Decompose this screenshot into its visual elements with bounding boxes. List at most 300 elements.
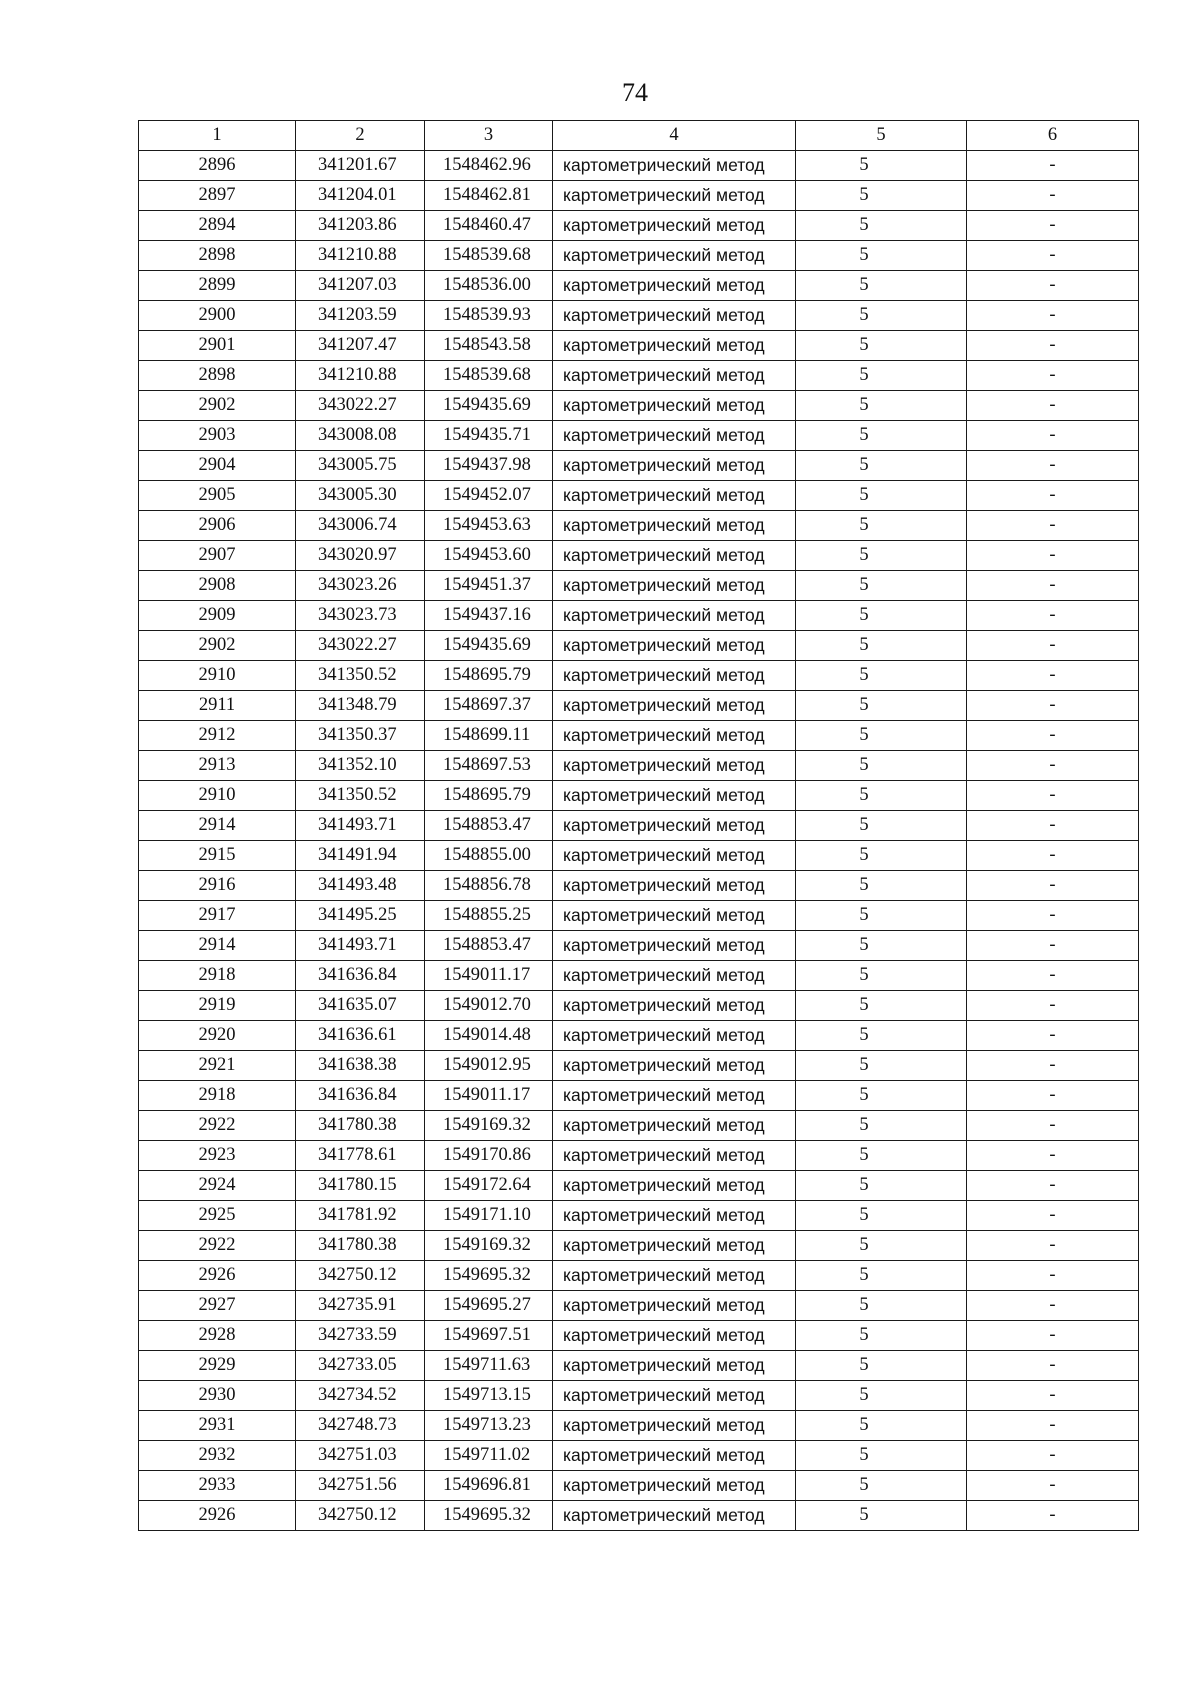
method-cell: картометрический метод (553, 1381, 796, 1411)
accuracy-cell: 5 (796, 511, 967, 541)
x-coordinate-cell: 342750.12 (296, 1261, 425, 1291)
table-row (139, 451, 1139, 481)
point-number-cell: 2901 (139, 331, 296, 361)
table-row (139, 541, 1139, 571)
accuracy-cell: 5 (796, 1411, 967, 1441)
x-coordinate-cell: 342748.73 (296, 1411, 425, 1441)
y-coordinate-cell: 1549170.86 (425, 1141, 553, 1171)
accuracy-cell: 5 (796, 1471, 967, 1501)
y-coordinate-cell: 1549435.69 (425, 631, 553, 661)
x-coordinate-cell: 341495.25 (296, 901, 425, 931)
point-number-cell: 2917 (139, 901, 296, 931)
y-coordinate-cell: 1549169.32 (425, 1231, 553, 1261)
point-number-cell: 2908 (139, 571, 296, 601)
method-cell: картометрический метод (553, 1351, 796, 1381)
table-row (139, 931, 1139, 961)
table-row (139, 1081, 1139, 1111)
method-cell: картометрический метод (553, 511, 796, 541)
method-cell: картометрический метод (553, 1501, 796, 1531)
point-number-cell: 2909 (139, 601, 296, 631)
note-cell: - (967, 511, 1139, 541)
y-coordinate-cell: 1548539.93 (425, 301, 553, 331)
point-number-cell: 2918 (139, 1081, 296, 1111)
point-number-cell: 2922 (139, 1111, 296, 1141)
method-cell: картометрический метод (553, 1291, 796, 1321)
accuracy-cell: 5 (796, 781, 967, 811)
point-number-cell: 2929 (139, 1351, 296, 1381)
x-coordinate-cell: 341203.59 (296, 301, 425, 331)
y-coordinate-cell: 1548536.00 (425, 271, 553, 301)
x-coordinate-cell: 343023.73 (296, 601, 425, 631)
table-row (139, 481, 1139, 511)
x-coordinate-cell: 341207.03 (296, 271, 425, 301)
method-cell: картометрический метод (553, 1231, 796, 1261)
method-cell: картометрический метод (553, 1141, 796, 1171)
method-cell: картометрический метод (553, 811, 796, 841)
point-number-cell: 2899 (139, 271, 296, 301)
point-number-cell: 2898 (139, 361, 296, 391)
accuracy-cell: 5 (796, 1261, 967, 1291)
method-cell: картометрический метод (553, 631, 796, 661)
page-number: 74 (622, 78, 648, 107)
note-cell: - (967, 1501, 1139, 1531)
point-number-cell: 2902 (139, 631, 296, 661)
table-body (139, 151, 1139, 1531)
column-header-5: 5 (796, 121, 967, 151)
y-coordinate-cell: 1549695.27 (425, 1291, 553, 1321)
x-coordinate-cell: 343005.30 (296, 481, 425, 511)
table-row (139, 871, 1139, 901)
note-cell: - (967, 751, 1139, 781)
note-cell: - (967, 1111, 1139, 1141)
x-coordinate-cell: 341207.47 (296, 331, 425, 361)
method-cell: картометрический метод (553, 691, 796, 721)
point-number-cell: 2913 (139, 751, 296, 781)
x-coordinate-cell: 341780.38 (296, 1111, 425, 1141)
method-cell: картометрический метод (553, 451, 796, 481)
table-row (139, 781, 1139, 811)
point-number-cell: 2919 (139, 991, 296, 1021)
point-number-cell: 2926 (139, 1261, 296, 1291)
note-cell: - (967, 931, 1139, 961)
method-cell: картометрический метод (553, 391, 796, 421)
table-row (139, 331, 1139, 361)
table-row (139, 301, 1139, 331)
y-coordinate-cell: 1549011.17 (425, 961, 553, 991)
accuracy-cell: 5 (796, 421, 967, 451)
x-coordinate-cell: 342750.12 (296, 1501, 425, 1531)
note-cell: - (967, 1471, 1139, 1501)
point-number-cell: 2912 (139, 721, 296, 751)
accuracy-cell: 5 (796, 631, 967, 661)
point-number-cell: 2931 (139, 1411, 296, 1441)
accuracy-cell: 5 (796, 481, 967, 511)
y-coordinate-cell: 1549011.17 (425, 1081, 553, 1111)
x-coordinate-cell: 343020.97 (296, 541, 425, 571)
point-number-cell: 2932 (139, 1441, 296, 1471)
y-coordinate-cell: 1548855.25 (425, 901, 553, 931)
table-row (139, 811, 1139, 841)
accuracy-cell: 5 (796, 1321, 967, 1351)
accuracy-cell: 5 (796, 811, 967, 841)
x-coordinate-cell: 341350.52 (296, 781, 425, 811)
note-cell: - (967, 841, 1139, 871)
y-coordinate-cell: 1549695.32 (425, 1261, 553, 1291)
y-coordinate-cell: 1549435.71 (425, 421, 553, 451)
x-coordinate-cell: 341350.37 (296, 721, 425, 751)
method-cell: картометрический метод (553, 1111, 796, 1141)
y-coordinate-cell: 1549696.81 (425, 1471, 553, 1501)
note-cell: - (967, 241, 1139, 271)
y-coordinate-cell: 1548539.68 (425, 241, 553, 271)
note-cell: - (967, 661, 1139, 691)
method-cell: картометрический метод (553, 421, 796, 451)
accuracy-cell: 5 (796, 211, 967, 241)
point-number-cell: 2922 (139, 1231, 296, 1261)
method-cell: картометрический метод (553, 481, 796, 511)
note-cell: - (967, 181, 1139, 211)
point-number-cell: 2924 (139, 1171, 296, 1201)
table-row (139, 1051, 1139, 1081)
method-cell: картометрический метод (553, 1201, 796, 1231)
note-cell: - (967, 1231, 1139, 1261)
note-cell: - (967, 1441, 1139, 1471)
y-coordinate-cell: 1548460.47 (425, 211, 553, 241)
accuracy-cell: 5 (796, 931, 967, 961)
method-cell: картометрический метод (553, 1261, 796, 1291)
note-cell: - (967, 331, 1139, 361)
x-coordinate-cell: 343022.27 (296, 631, 425, 661)
point-number-cell: 2904 (139, 451, 296, 481)
table-row (139, 1201, 1139, 1231)
method-cell: картометрический метод (553, 1051, 796, 1081)
point-number-cell: 2906 (139, 511, 296, 541)
method-cell: картометрический метод (553, 751, 796, 781)
method-cell: картометрический метод (553, 901, 796, 931)
table-row (139, 601, 1139, 631)
y-coordinate-cell: 1548695.79 (425, 781, 553, 811)
accuracy-cell: 5 (796, 271, 967, 301)
accuracy-cell: 5 (796, 541, 967, 571)
point-number-cell: 2905 (139, 481, 296, 511)
x-coordinate-cell: 341210.88 (296, 241, 425, 271)
table-row (139, 271, 1139, 301)
note-cell: - (967, 541, 1139, 571)
note-cell: - (967, 1201, 1139, 1231)
method-cell: картометрический метод (553, 1321, 796, 1351)
table-row (139, 421, 1139, 451)
note-cell: - (967, 1171, 1139, 1201)
table-row (139, 1021, 1139, 1051)
table-row (139, 691, 1139, 721)
y-coordinate-cell: 1549451.37 (425, 571, 553, 601)
y-coordinate-cell: 1549697.51 (425, 1321, 553, 1351)
table-row (139, 1351, 1139, 1381)
x-coordinate-cell: 341636.61 (296, 1021, 425, 1051)
y-coordinate-cell: 1549437.16 (425, 601, 553, 631)
note-cell: - (967, 871, 1139, 901)
x-coordinate-cell: 343005.75 (296, 451, 425, 481)
x-coordinate-cell: 342733.59 (296, 1321, 425, 1351)
point-number-cell: 2900 (139, 301, 296, 331)
header-row (139, 121, 1139, 151)
y-coordinate-cell: 1548856.78 (425, 871, 553, 901)
y-coordinate-cell: 1549169.32 (425, 1111, 553, 1141)
point-number-cell: 2902 (139, 391, 296, 421)
y-coordinate-cell: 1549711.63 (425, 1351, 553, 1381)
method-cell: картометрический метод (553, 661, 796, 691)
table-row (139, 151, 1139, 181)
point-number-cell: 2916 (139, 871, 296, 901)
y-coordinate-cell: 1548543.58 (425, 331, 553, 361)
method-cell: картометрический метод (553, 1471, 796, 1501)
method-cell: картометрический метод (553, 961, 796, 991)
table-row (139, 1471, 1139, 1501)
table-row (139, 721, 1139, 751)
table-row (139, 181, 1139, 211)
method-cell: картометрический метод (553, 181, 796, 211)
table-row (139, 571, 1139, 601)
note-cell: - (967, 211, 1139, 241)
x-coordinate-cell: 342734.52 (296, 1381, 425, 1411)
note-cell: - (967, 151, 1139, 181)
accuracy-cell: 5 (796, 691, 967, 721)
accuracy-cell: 5 (796, 361, 967, 391)
point-number-cell: 2926 (139, 1501, 296, 1531)
note-cell: - (967, 961, 1139, 991)
table-row (139, 991, 1139, 1021)
method-cell: картометрический метод (553, 1171, 796, 1201)
x-coordinate-cell: 341780.15 (296, 1171, 425, 1201)
accuracy-cell: 5 (796, 451, 967, 481)
x-coordinate-cell: 342735.91 (296, 1291, 425, 1321)
accuracy-cell: 5 (796, 391, 967, 421)
method-cell: картометрический метод (553, 331, 796, 361)
method-cell: картометрический метод (553, 601, 796, 631)
y-coordinate-cell: 1549172.64 (425, 1171, 553, 1201)
point-number-cell: 2920 (139, 1021, 296, 1051)
x-coordinate-cell: 341636.84 (296, 961, 425, 991)
accuracy-cell: 5 (796, 961, 967, 991)
table-row (139, 211, 1139, 241)
x-coordinate-cell: 343022.27 (296, 391, 425, 421)
accuracy-cell: 5 (796, 991, 967, 1021)
accuracy-cell: 5 (796, 1231, 967, 1261)
note-cell: - (967, 451, 1139, 481)
method-cell: картометрический метод (553, 151, 796, 181)
point-number-cell: 2918 (139, 961, 296, 991)
point-number-cell: 2897 (139, 181, 296, 211)
y-coordinate-cell: 1548699.11 (425, 721, 553, 751)
accuracy-cell: 5 (796, 1201, 967, 1231)
table-row (139, 1141, 1139, 1171)
table-row (139, 361, 1139, 391)
point-number-cell: 2910 (139, 661, 296, 691)
note-cell: - (967, 991, 1139, 1021)
point-number-cell: 2915 (139, 841, 296, 871)
method-cell: картометрический метод (553, 271, 796, 301)
y-coordinate-cell: 1549453.63 (425, 511, 553, 541)
method-cell: картометрический метод (553, 931, 796, 961)
accuracy-cell: 5 (796, 1081, 967, 1111)
method-cell: картометрический метод (553, 871, 796, 901)
x-coordinate-cell: 343023.26 (296, 571, 425, 601)
accuracy-cell: 5 (796, 1441, 967, 1471)
x-coordinate-cell: 341780.38 (296, 1231, 425, 1261)
method-cell: картометрический метод (553, 1021, 796, 1051)
y-coordinate-cell: 1549437.98 (425, 451, 553, 481)
note-cell: - (967, 1291, 1139, 1321)
y-coordinate-cell: 1549713.15 (425, 1381, 553, 1411)
method-cell: картометрический метод (553, 541, 796, 571)
x-coordinate-cell: 341778.61 (296, 1141, 425, 1171)
accuracy-cell: 5 (796, 301, 967, 331)
method-cell: картометрический метод (553, 361, 796, 391)
accuracy-cell: 5 (796, 901, 967, 931)
x-coordinate-cell: 341491.94 (296, 841, 425, 871)
point-number-cell: 2921 (139, 1051, 296, 1081)
x-coordinate-cell: 341203.86 (296, 211, 425, 241)
x-coordinate-cell: 341210.88 (296, 361, 425, 391)
x-coordinate-cell: 341636.84 (296, 1081, 425, 1111)
y-coordinate-cell: 1549452.07 (425, 481, 553, 511)
accuracy-cell: 5 (796, 1291, 967, 1321)
accuracy-cell: 5 (796, 151, 967, 181)
coordinates-table (138, 120, 1139, 1531)
accuracy-cell: 5 (796, 1501, 967, 1531)
table-row (139, 661, 1139, 691)
table-row (139, 1501, 1139, 1531)
method-cell: картометрический метод (553, 1081, 796, 1111)
note-cell: - (967, 1261, 1139, 1291)
point-number-cell: 2927 (139, 1291, 296, 1321)
x-coordinate-cell: 341350.52 (296, 661, 425, 691)
table-row (139, 961, 1139, 991)
point-number-cell: 2910 (139, 781, 296, 811)
accuracy-cell: 5 (796, 841, 967, 871)
method-cell: картометрический метод (553, 781, 796, 811)
x-coordinate-cell: 342751.03 (296, 1441, 425, 1471)
column-header-1: 1 (139, 121, 296, 151)
method-cell: картометрический метод (553, 571, 796, 601)
method-cell: картометрический метод (553, 1441, 796, 1471)
accuracy-cell: 5 (796, 661, 967, 691)
method-cell: картометрический метод (553, 301, 796, 331)
method-cell: картометрический метод (553, 991, 796, 1021)
accuracy-cell: 5 (796, 241, 967, 271)
accuracy-cell: 5 (796, 1111, 967, 1141)
note-cell: - (967, 481, 1139, 511)
y-coordinate-cell: 1548855.00 (425, 841, 553, 871)
note-cell: - (967, 1021, 1139, 1051)
table-row (139, 391, 1139, 421)
method-cell: картометрический метод (553, 721, 796, 751)
y-coordinate-cell: 1548697.37 (425, 691, 553, 721)
point-number-cell: 2933 (139, 1471, 296, 1501)
note-cell: - (967, 1411, 1139, 1441)
y-coordinate-cell: 1549012.95 (425, 1051, 553, 1081)
table-row (139, 751, 1139, 781)
table-row (139, 1441, 1139, 1471)
table-row (139, 901, 1139, 931)
accuracy-cell: 5 (796, 331, 967, 361)
table-row (139, 841, 1139, 871)
accuracy-cell: 5 (796, 181, 967, 211)
note-cell: - (967, 1141, 1139, 1171)
accuracy-cell: 5 (796, 1141, 967, 1171)
x-coordinate-cell: 341493.48 (296, 871, 425, 901)
note-cell: - (967, 601, 1139, 631)
x-coordinate-cell: 342733.05 (296, 1351, 425, 1381)
point-number-cell: 2925 (139, 1201, 296, 1231)
y-coordinate-cell: 1549695.32 (425, 1501, 553, 1531)
point-number-cell: 2898 (139, 241, 296, 271)
y-coordinate-cell: 1549012.70 (425, 991, 553, 1021)
note-cell: - (967, 1051, 1139, 1081)
method-cell: картометрический метод (553, 1411, 796, 1441)
table-row (139, 1381, 1139, 1411)
x-coordinate-cell: 341638.38 (296, 1051, 425, 1081)
note-cell: - (967, 421, 1139, 451)
note-cell: - (967, 721, 1139, 751)
point-number-cell: 2914 (139, 811, 296, 841)
point-number-cell: 2907 (139, 541, 296, 571)
table-row (139, 1411, 1139, 1441)
point-number-cell: 2914 (139, 931, 296, 961)
accuracy-cell: 5 (796, 1021, 967, 1051)
accuracy-cell: 5 (796, 1351, 967, 1381)
note-cell: - (967, 1081, 1139, 1111)
point-number-cell: 2903 (139, 421, 296, 451)
y-coordinate-cell: 1548539.68 (425, 361, 553, 391)
table-row (139, 511, 1139, 541)
x-coordinate-cell: 341781.92 (296, 1201, 425, 1231)
table-row (139, 1261, 1139, 1291)
y-coordinate-cell: 1548462.81 (425, 181, 553, 211)
y-coordinate-cell: 1549713.23 (425, 1411, 553, 1441)
point-number-cell: 2923 (139, 1141, 296, 1171)
accuracy-cell: 5 (796, 601, 967, 631)
x-coordinate-cell: 343008.08 (296, 421, 425, 451)
note-cell: - (967, 901, 1139, 931)
y-coordinate-cell: 1548695.79 (425, 661, 553, 691)
note-cell: - (967, 781, 1139, 811)
x-coordinate-cell: 341204.01 (296, 181, 425, 211)
y-coordinate-cell: 1548853.47 (425, 811, 553, 841)
column-header-4: 4 (553, 121, 796, 151)
note-cell: - (967, 1321, 1139, 1351)
accuracy-cell: 5 (796, 871, 967, 901)
y-coordinate-cell: 1549171.10 (425, 1201, 553, 1231)
note-cell: - (967, 391, 1139, 421)
table-row (139, 631, 1139, 661)
accuracy-cell: 5 (796, 1381, 967, 1411)
x-coordinate-cell: 341493.71 (296, 811, 425, 841)
note-cell: - (967, 811, 1139, 841)
method-cell: картометрический метод (553, 241, 796, 271)
method-cell: картометрический метод (553, 211, 796, 241)
point-number-cell: 2894 (139, 211, 296, 241)
x-coordinate-cell: 341352.10 (296, 751, 425, 781)
note-cell: - (967, 301, 1139, 331)
y-coordinate-cell: 1549435.69 (425, 391, 553, 421)
y-coordinate-cell: 1548853.47 (425, 931, 553, 961)
y-coordinate-cell: 1548462.96 (425, 151, 553, 181)
accuracy-cell: 5 (796, 751, 967, 781)
y-coordinate-cell: 1549014.48 (425, 1021, 553, 1051)
table-row (139, 1111, 1139, 1141)
point-number-cell: 2928 (139, 1321, 296, 1351)
